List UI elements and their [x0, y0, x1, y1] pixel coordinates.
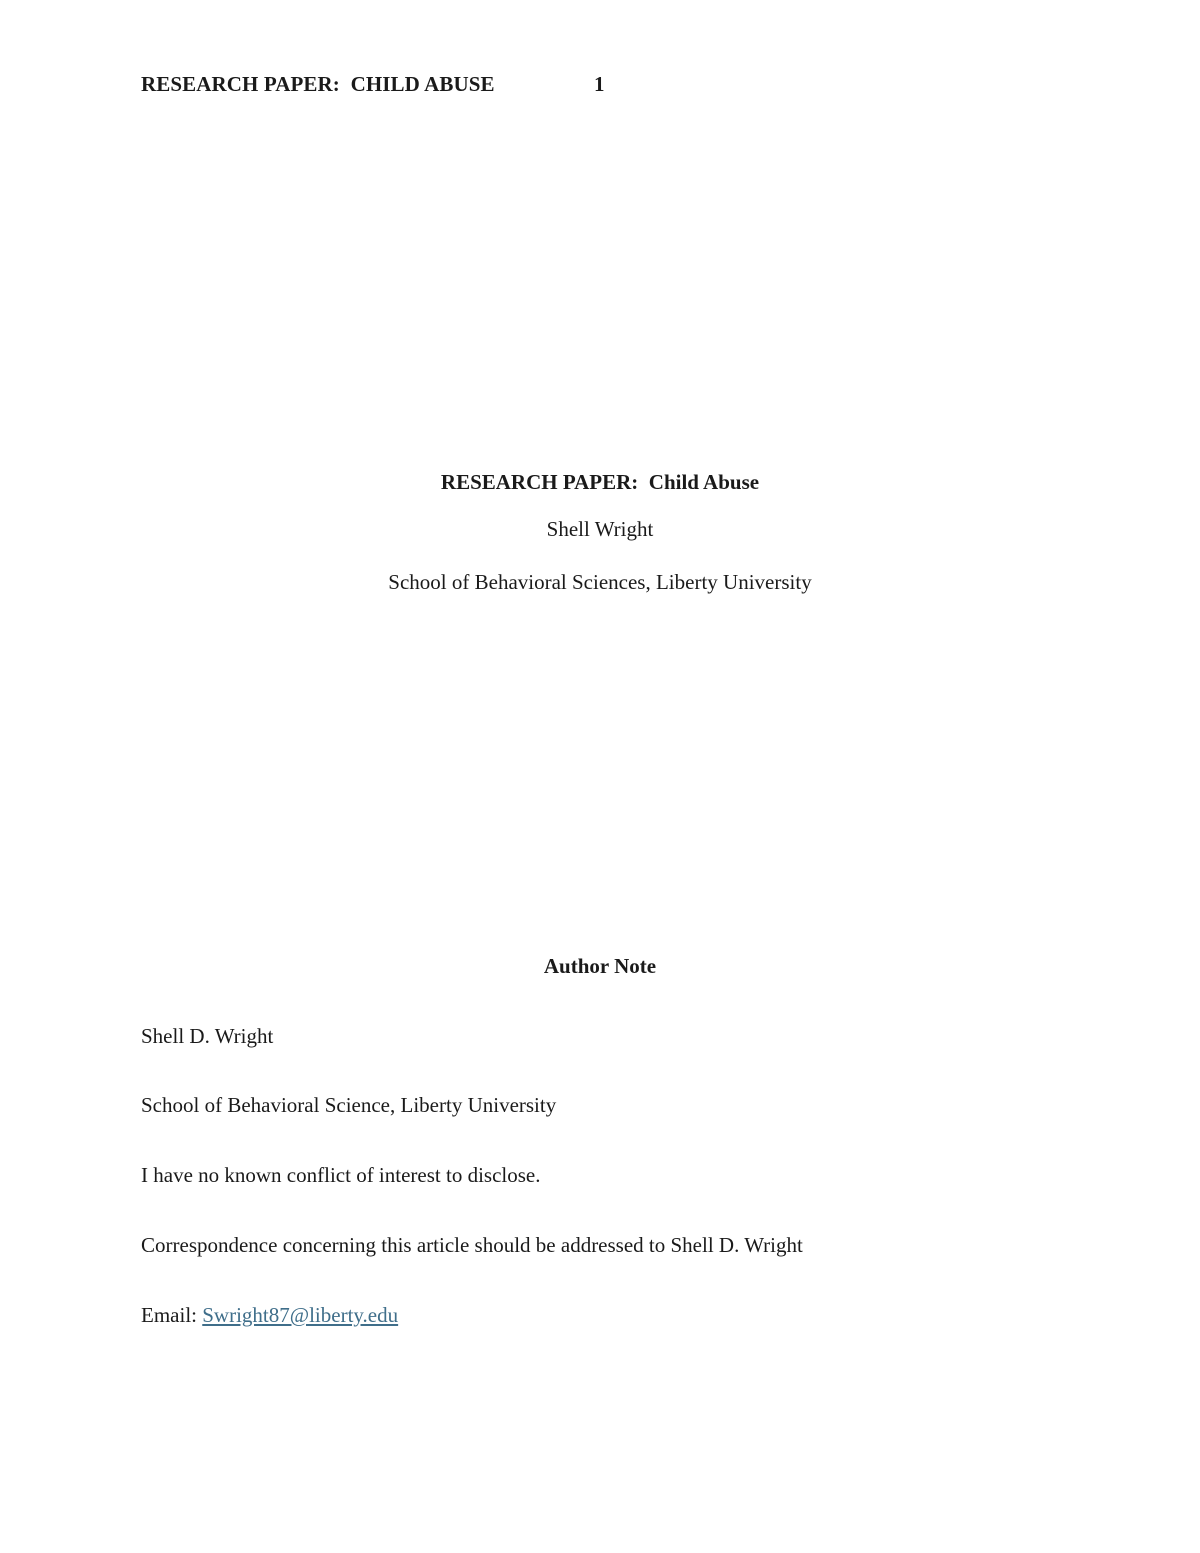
- author-affiliation: School of Behavioral Sciences, Liberty University: [388, 570, 812, 594]
- paper-title: RESEARCH PAPER: Child Abuse: [440, 470, 760, 494]
- running-head: RESEARCH PAPER: CHILD ABUSE: [141, 72, 495, 96]
- author-note-email-line: [141, 1303, 398, 1328]
- author-name: Shell Wright: [546, 517, 654, 541]
- author-note-heading: Author Note: [543, 954, 657, 978]
- author-note-conflict: I have no known conflict of interest to disclose.: [141, 1163, 541, 1187]
- author-note-name: Shell D. Wright: [141, 1024, 274, 1048]
- author-note-correspondence: Correspondence concerning this article should be addressed to Shell D. Wright: [141, 1233, 803, 1257]
- email-link[interactable]: Swright87@liberty.edu: [202, 1303, 399, 1327]
- page-number: 1: [594, 72, 605, 96]
- email-label: Email:: [141, 1303, 203, 1327]
- author-note-school: School of Behavioral Science, Liberty University: [141, 1093, 557, 1117]
